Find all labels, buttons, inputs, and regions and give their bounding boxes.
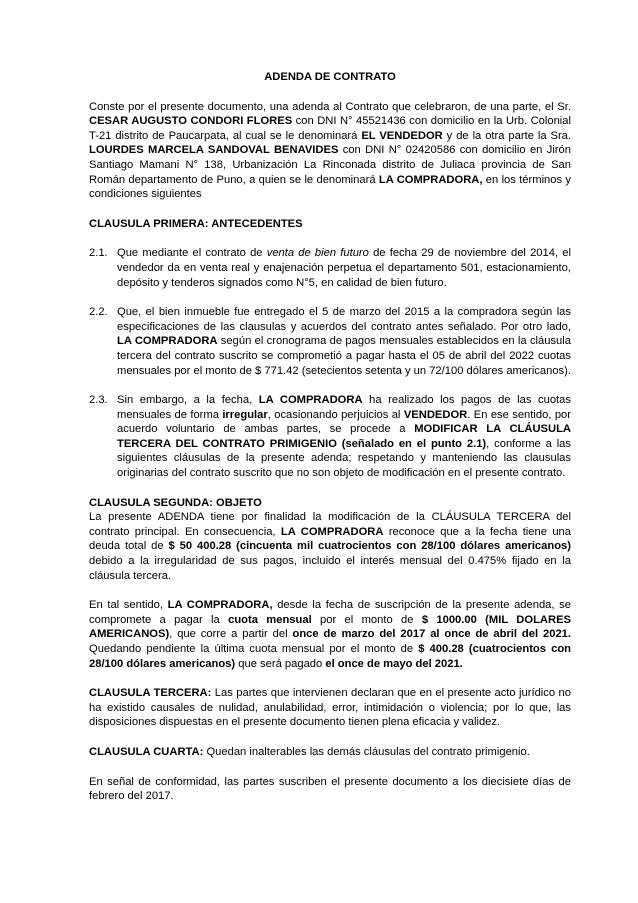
item-number: 2.2.: [89, 306, 108, 319]
bold-run: cuota mensual: [228, 613, 312, 626]
bold-run: EL VENDEDOR: [361, 129, 443, 142]
bold-run: LOURDES MARCELA SANDOVAL BENAVIDES: [89, 144, 339, 157]
text-run: que será pagado: [235, 657, 326, 670]
text-run: Quedan inalterables las demás cláusulas del contrato primigenio.: [203, 745, 530, 758]
clause-1-item: [89, 393, 571, 481]
bold-run: LA COMPRADORA,: [167, 599, 273, 612]
clause-2-paragraph-1: [89, 510, 571, 583]
text-run: , conforme a las siguientes cláusulas de la presente adenda; respetando y manteniendo las clausulas originarias del contrato suscrito que no son objeto de modificación en el presente contrato.: [117, 437, 572, 480]
italic-run: venta de bien futuro: [266, 247, 369, 260]
bold-run: $ 1000.00 (MIL DOLARES AMERICANOS): [89, 613, 572, 641]
text-run: en los términos y condiciones siguientes: [89, 173, 572, 201]
item-text: [117, 394, 571, 479]
bold-run: $ 400.28 (cuatrocientos con 28/100 dólares americanos): [89, 643, 571, 670]
text-run: desde la fecha de suscripción de la presente adenda, se compromete a pagar la: [89, 599, 571, 626]
clause-1-heading: CLAUSULA PRIMERA: ANTECEDENTES: [89, 217, 303, 230]
bold-run: el once de mayo del 2021.: [325, 657, 463, 670]
clause-3-paragraph: [89, 686, 571, 730]
text-run: debido a la irregularidad de sus pagos, incluido el interés mensual del 0.475% fijado en la cláusula tercera.: [89, 555, 571, 582]
bold-run: CLAUSULA TERCERA:: [89, 687, 212, 700]
text-run: Sin embargo, a la fecha,: [117, 394, 259, 407]
text-run: Que mediante el contrato de: [117, 247, 267, 260]
text-run: La presente ADENDA tiene por finalidad la modificación de la CLÁUSULA TERCERA del contrato principal. En consecuencia,: [89, 511, 571, 538]
intro-paragraph: [89, 100, 571, 202]
clause-2-heading: CLAUSULA SEGUNDA: OBJETO: [89, 496, 262, 509]
document-title: ADENDA DE CONTRATO: [264, 71, 396, 83]
text-run: y de la otra parte la Sra.: [442, 129, 572, 142]
item-text: [117, 247, 571, 288]
bold-run: LA COMPRADORA: [117, 335, 218, 348]
text-run: Que, el bien inmueble fue entregado el 5 de marzo del 2015 a la compradora según las especificaciones de las clausulas y acuerdos del contrato antes señalado. Por otro lado,: [117, 306, 571, 333]
text-run: En tal sentido,: [89, 599, 168, 612]
clause-4-paragraph: [89, 745, 571, 760]
bold-run: VENDEDOR: [403, 408, 468, 421]
bold-run: LA COMPRADORA: [258, 394, 363, 407]
bold-run: CESAR AUGUSTO CONDORI FLORES: [89, 115, 293, 128]
bold-run: CLAUSULA CUARTA:: [89, 745, 204, 758]
bold-run: MODIFICAR LA CLÁUSULA TERCERA DEL CONTRATO PRIMIGENIO (señalado en el punto 2.1): [117, 423, 571, 450]
bold-run: irregular: [222, 408, 268, 421]
text-run: ha realizado los pagos de las cuotas mensuales de forma: [117, 394, 571, 421]
item-number: 2.3.: [89, 394, 108, 407]
text-run: En señal de conformidad, las partes suscriben el presente documento a los diecisiete días de febrero del 2017.: [89, 775, 571, 803]
text-run: de fecha 29 de noviembre del 2014, el vendedor da en venta real y enajenación perpetua el departamento 501, estacionamiento, depósito y tenderos signados como N°5, en calidad de bien futuro.: [117, 247, 571, 289]
clause-2-paragraph-2: [89, 598, 571, 671]
clause-1-item: [89, 246, 571, 290]
text-run: por el monto de: [311, 613, 422, 626]
text-run: Quedando pendiente la última cuota mensual por el monto de: [89, 643, 419, 655]
text-run: , que corre a partir del: [169, 628, 293, 641]
closing-paragraph: [89, 775, 571, 804]
bold-run: LA COMPRADORA,: [378, 173, 483, 186]
text-run: con DNI N° 02420586 con domicilio en Jirón Santiago Mamani N° 138, Urbanización La Rinconada distrito de Juliaca provincia de San Román departamento de Puno, a quien se le denominará: [89, 144, 571, 186]
text-run: reconoce que a la fecha tiene una deuda total de: [89, 525, 571, 553]
item-number: 2.1.: [89, 247, 108, 260]
bold-run: once de marzo del 2017 al once de abril del 2021.: [292, 628, 571, 641]
bold-run: LA COMPRADORA: [280, 525, 384, 538]
text-run: . En ese sentido, por acuerdo voluntario de ambas partes, se procede a: [117, 408, 571, 436]
text-run: Las partes que intervienen declaran que en el presente acto jurídico no ha existido causales de nulidad, anulabilidad, error, intimidación o violencia; por lo que, las disposiciones dispuestas en el presente documento tienen plena eficacia y validez.: [89, 687, 571, 729]
bold-run: $ 50 400.28 (cincuenta mil cuatrocientos con 28/100 dólares americanos): [168, 540, 571, 553]
clause-1-item: [89, 305, 571, 378]
text-run: , ocasionando perjuicios al: [267, 408, 404, 421]
text-run: Conste por el presente documento, una adenda al Contrato que celebraron, de una parte, el Sr.: [89, 100, 571, 113]
text-run: con DNI N° 45521436 con domicilio en la Urb. Colonial T-21 distrito de Paucarpata, al cual se le denominará: [89, 115, 572, 142]
item-text: [117, 306, 571, 376]
text-run: según el cronograma de pagos mensuales establecidos en la cláusula tercera del contrato suscrito se comprometió a pagar hasta el 05 de abril del 2022 cuotas mensuales por el monto de $ 771.42 (setecientos setenta y un 72/100 dólares americanos).: [117, 335, 571, 377]
